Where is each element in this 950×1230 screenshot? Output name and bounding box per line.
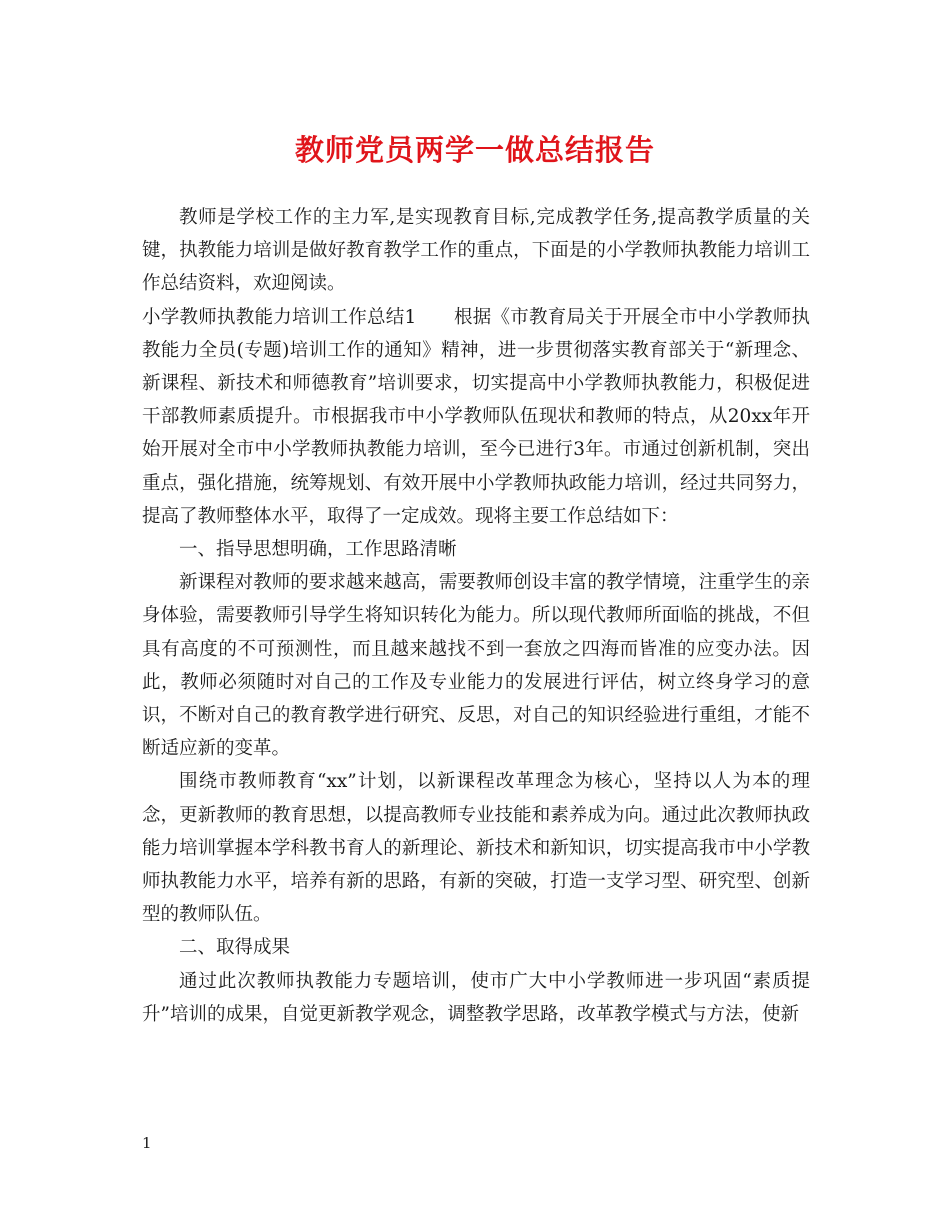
section-heading-2: 二、取得成果	[179, 937, 291, 959]
paragraph-intro: 教师是学校工作的主力军,是实现教育目标,完成教学任务,提高教学质量的关键，执教能力培训是做好教育教学工作的重点，下面是的小学教师执教能力培训工作总结资料，欢迎阅读。	[142, 207, 810, 295]
document-body	[142, 201, 810, 1031]
paragraph-summary-1: 小学教师执教能力培训工作总结1 根据《市教育局关于开展全市中小学教师执教能力全员(专题)培训工作的通知》精神，进一步贯彻落实教育部关于“新理念、新课程、新技术和师德教育”培训要求，切实提高中小学教师执教能力，积极促进干部教师素质提升。市根据我市中小学教师队伍现状和教师的特点，从20xx年开始开展对全市中小学教师执教能力培训，至今已进行3年。市通过创新机制，突出重点，强化措施，统筹规划、有效开展中小学教师执政能力培训，经过共同努力，提高了教师整体水平，取得了一定成效。现将主要工作总结如下：	[142, 306, 810, 527]
document-title: 教师党员两学一做总结报告	[294, 133, 655, 167]
paragraph-results: 通过此次教师执教能力专题培训，使市广大中小学教师进一步巩固“素质提升”培训的成果，自觉更新教学观念，调整教学思路，改革教学模式与方法，使新	[142, 970, 810, 1025]
page-number: 1	[142, 1134, 152, 1152]
paragraph-new-curriculum: 新课程对教师的要求越来越高，需要教师创设丰富的教学情境，注重学生的亲身体验，需要教师引导学生将知识转化为能力。所以现代教师所面临的挑战，不但具有高度的不可预测性，而且越来越找不到一套放之四海而皆准的应变办法。因此，教师必须随时对自己的工作及专业能力的发展进行评估，树立终身学习的意识，不断对自己的教育教学进行研究、反思，对自己的知识经验进行重组，才能不断适应新的变革。	[142, 572, 810, 760]
paragraph-teacher-education-plan: 围绕市教师教育“xx”计划，以新课程改革理念为核心，坚持以人为本的理念，更新教师的教育思想，以提高教师专业技能和素养成为向。通过此次教师执政能力培训掌握本学科教书育人的新理论、新技术和新知识，切实提高我市中小学教师执教能力水平，培养有新的思路，有新的突破，打造一支学习型、研究型、创新型的教师队伍。	[142, 771, 810, 926]
section-heading-1: 一、指导思想明确，工作思路清晰	[179, 539, 457, 561]
